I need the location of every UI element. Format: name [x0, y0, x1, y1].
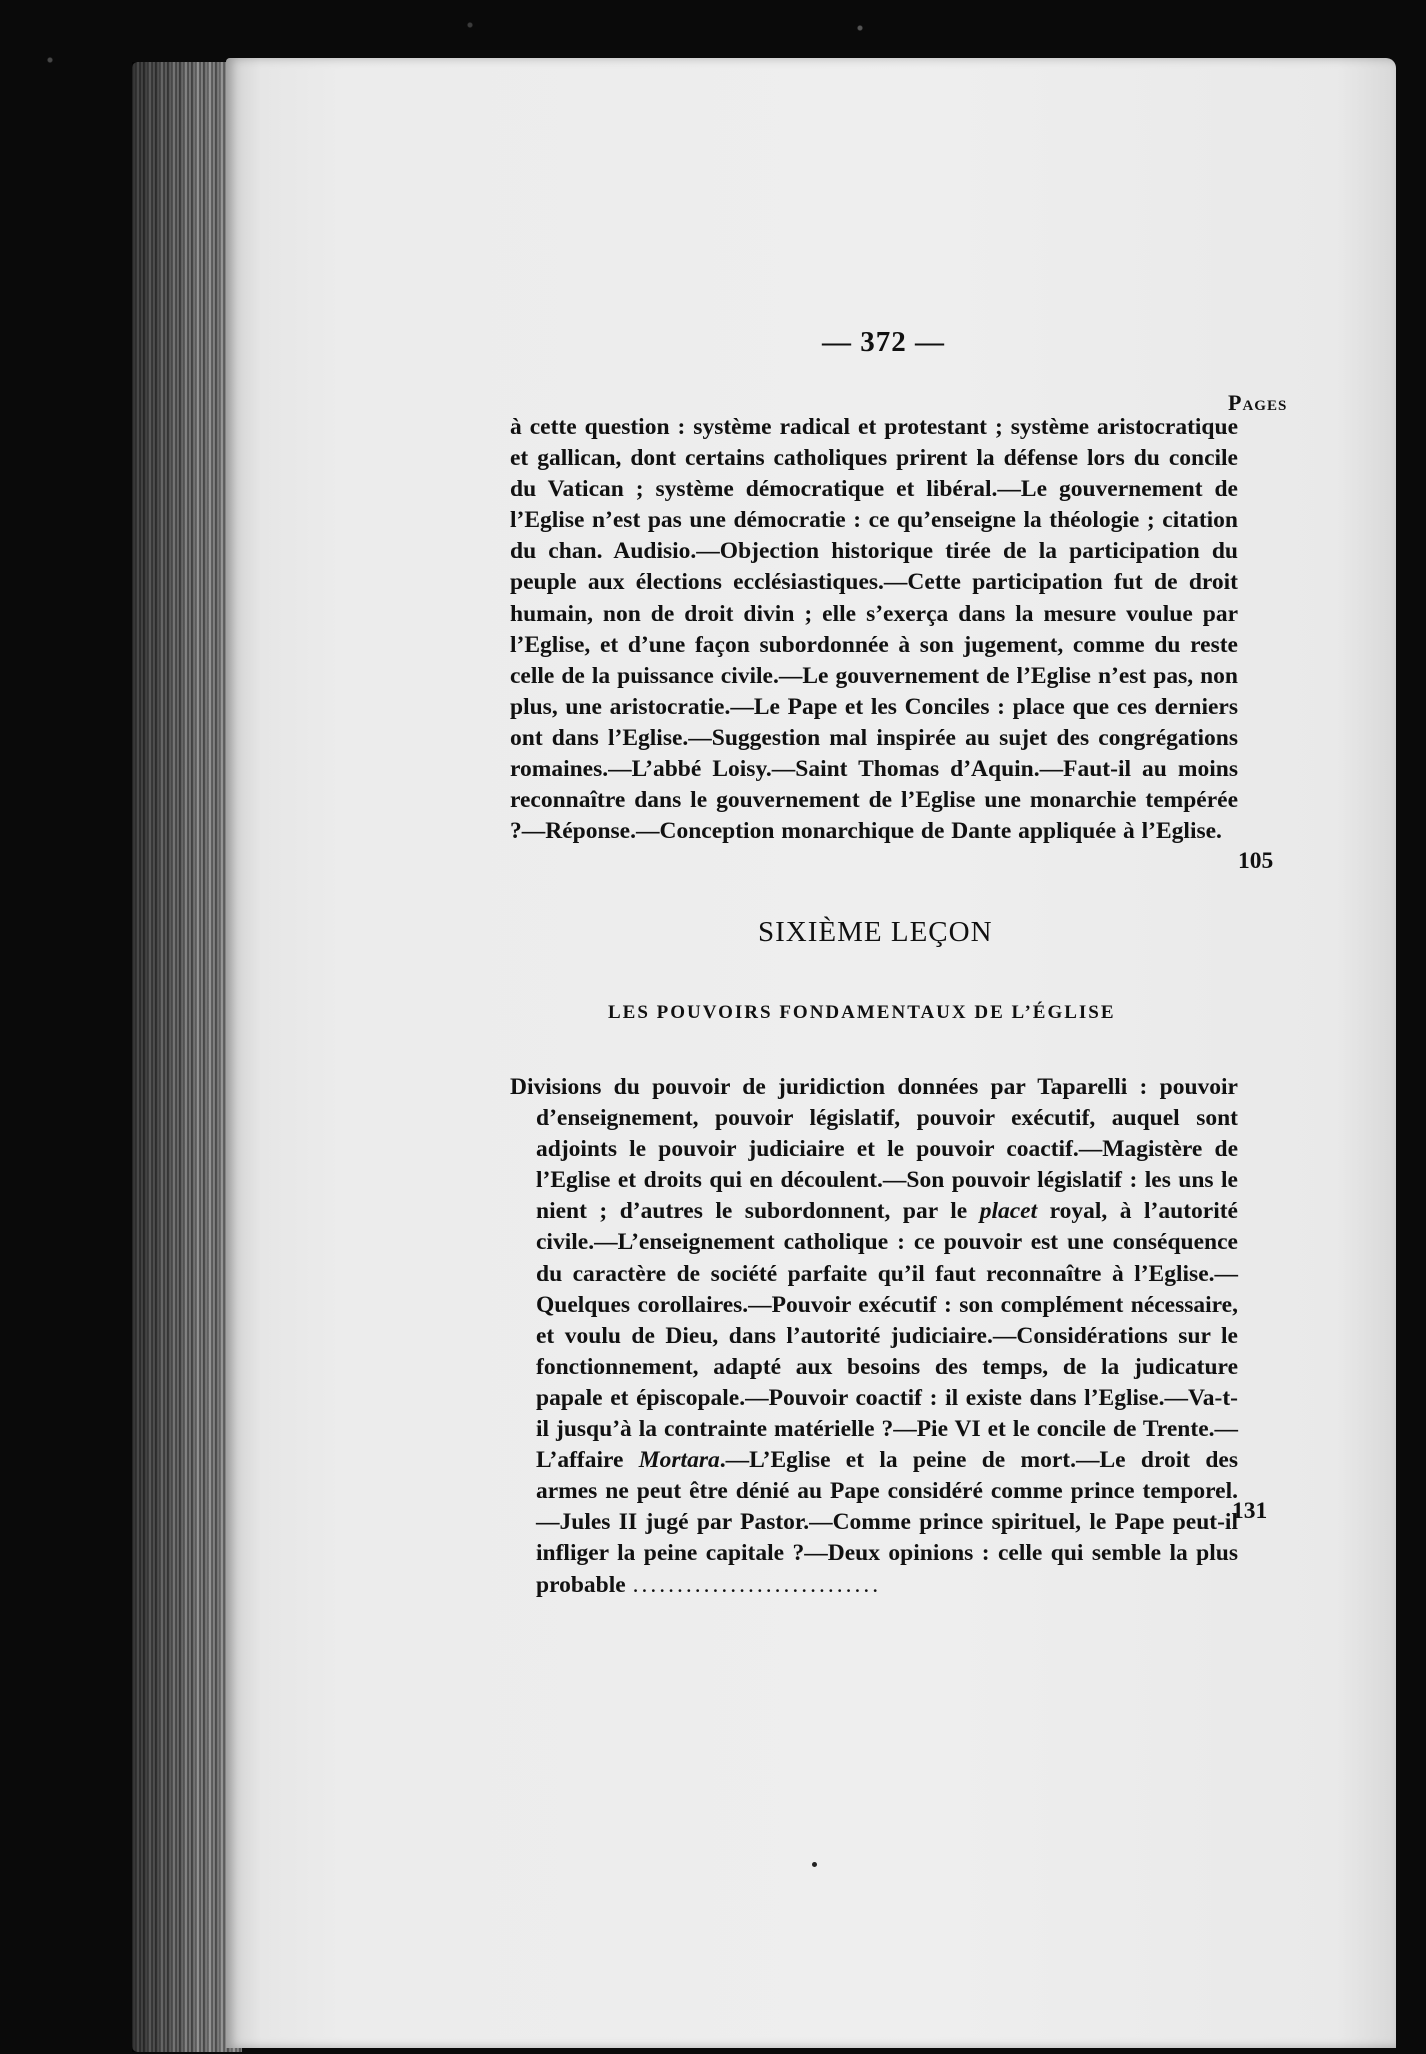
- toc-entry-bottom-page-ref: 131: [1232, 1498, 1268, 1524]
- toc-text-part-2: royal, à l’autorité civile.—L’enseignement catholique : ce pouvoir est une conséquence du caractère de société parfaite qu’il faut reconnaître à l’Eglise.—Quelques corollaires.—Pouvoir exécutif : son complément nécessaire, et voulu de Dieu, dans l’autorité judiciaire.—Considérations sur le fonctionnement, adapté aux besoins des temps, de la judicature papale et épiscopale.—Pouvoir coactif : il existe dans l’Eglise.—Va-t-il jusqu’à la contrainte matérielle ?—Pie VI et le concile de Trente.—L’affaire: [536, 1198, 1238, 1474]
- toc-entry-top-page-ref: 105: [1238, 848, 1274, 874]
- toc-entry-top-text: à cette question : système radical et protestant ; système aristocratique et gallican, dont certains catholiques prirent la défense lors du concile du Vatican ; système démocratique et libéral.—Le gouvernement de l’Eglise n’est pas une démocratie : ce qu’enseigne la théologie ; citation du chan. Audisio.—Objection historique tirée de la participation du peuple aux élections ecclésiastiques.—Cette participation fut de droit humain, non de droit divin ; elle s’exerça dans la mesure voulue par l’Eglise, et d’une façon subordonnée à son jugement, comme du reste celle de la puissance civile.—Le gouvernement de l’Eglise n’est pas, non plus, une aristocratie.—Le Pape et les Conciles : place que ces derniers ont dans l’Eglise.—Suggestion mal inspirée au sujet des congrégations romaines.—L’abbé Loisy.—Saint Thomas d’Aquin.—Faut-il au moins reconnaître dans le gouvernement de l’Eglise une monarchie tempérée ?—Réponse.—Conception monarchique de Dante appliquée à l’Eglise.: [510, 414, 1238, 845]
- toc-entry-bottom: [510, 1072, 1238, 1601]
- pages-column-label: Pages: [1228, 390, 1288, 415]
- toc-entry-top: [510, 412, 1238, 847]
- toc-text-part-1: Divisions du pouvoir de juridiction données par Taparelli : pouvoir d’enseignement, pouvoir législatif, pouvoir exécutif, auquel sont adjoints le pouvoir judiciaire et le pouvoir coactif.—Magistère de l’Eglise et droits qui en découlent.—Son pouvoir législatif : les uns le nient ; d’autres le subordonnent, par le: [510, 1074, 1238, 1225]
- toc-text-part-3: .—L’Eglise et la peine de mort.—Le droit des armes ne peut être dénié au Pape considéré comme prince temporel.—Jules II jugé par Pastor.—Comme prince spirituel, le Pape peut-il infliger la peine capitale ?—Deux opinions : celle qui semble la plus probable: [536, 1447, 1238, 1598]
- toc-italic-placet: placet: [979, 1198, 1038, 1225]
- book-page: [226, 58, 1396, 2048]
- toc-italic-mortara: Mortara: [638, 1447, 720, 1474]
- page-number: — 372 —: [822, 326, 945, 358]
- ink-speck: [812, 1862, 817, 1867]
- lesson-title: SIXIÈME LEÇON: [758, 916, 993, 948]
- lesson-subtitle: LES POUVOIRS FONDAMENTAUX DE L’ÉGLISE: [608, 1002, 1116, 1023]
- toc-entry-bottom-text: [510, 1072, 1238, 1601]
- dot-leader: ............................: [632, 1571, 882, 1598]
